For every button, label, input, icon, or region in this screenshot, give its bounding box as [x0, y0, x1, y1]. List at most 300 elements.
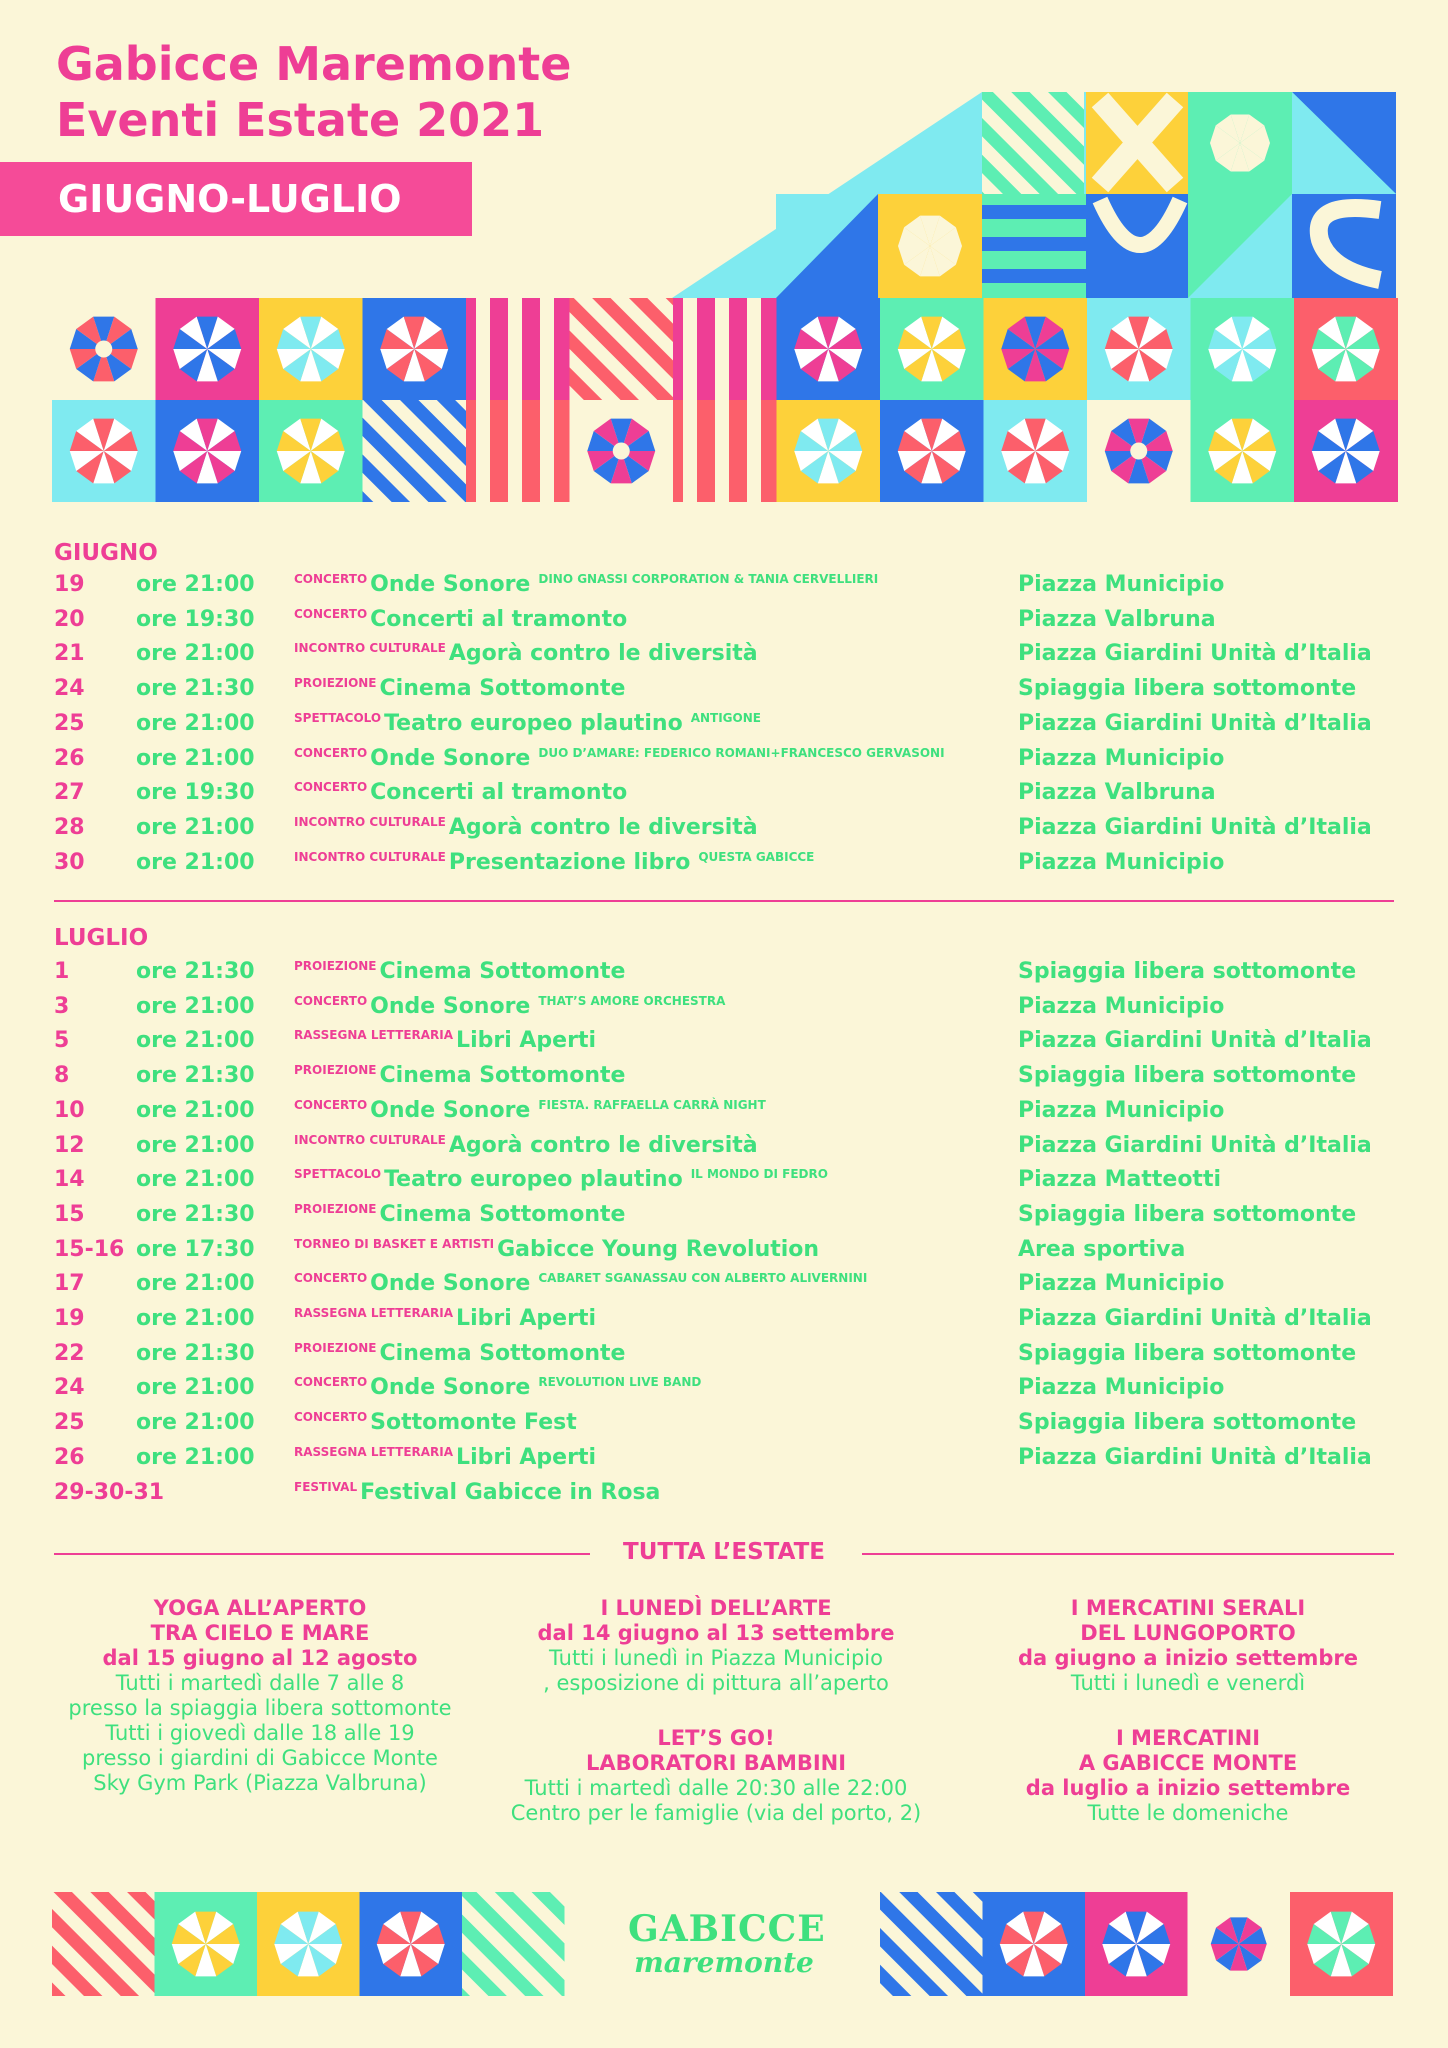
event-time: ore 21:00	[136, 1444, 255, 1470]
event-category: PROIEZIONE	[294, 1063, 377, 1078]
event-row	[54, 1406, 1394, 1440]
block-dates: dal 14 giugno al 13 settembre	[537, 1621, 895, 1645]
striped-tile	[363, 400, 467, 502]
umbrella-segment	[1346, 317, 1374, 349]
bar-stripe	[683, 400, 697, 502]
event-day: 20	[54, 606, 85, 632]
umbrella-segment	[383, 1912, 411, 1944]
event-place: Piazza Municipio	[1018, 993, 1225, 1019]
event-category: CONCERTO	[294, 572, 368, 586]
umbrella-segment	[70, 329, 104, 349]
event-time: ore 21:30	[136, 676, 255, 702]
umbrella-segment	[1346, 329, 1380, 349]
umbrella-segment	[404, 317, 425, 349]
umbrella-segment	[1314, 1944, 1342, 1976]
event-subtitle: CABARET SGANASSAU CON ALBERTO ALIVERNINI	[538, 1271, 868, 1286]
event-title-group	[294, 780, 635, 805]
geo-tile	[1188, 194, 1292, 298]
umbrella-segment	[1035, 431, 1069, 451]
umbrella-segment	[818, 451, 839, 483]
umbrella-segment	[1216, 114, 1240, 143]
umbrella-segment	[1105, 431, 1139, 451]
striped-tile	[52, 1892, 155, 1996]
event-place: Piazza Giardini Unità d’Italia	[1018, 1306, 1372, 1331]
umbrella-segment	[930, 227, 962, 246]
event-time: ore 21:00	[136, 1167, 255, 1193]
event-category: PROIEZIONE	[294, 959, 377, 973]
umbrella-segment	[281, 1912, 309, 1944]
event-time: ore 21:30	[136, 1201, 255, 1227]
umbrella-segment	[197, 317, 218, 349]
pattern-tile	[156, 400, 260, 502]
umbrella-segment	[1232, 317, 1253, 349]
pattern-tile	[1191, 400, 1295, 502]
yoga-block	[40, 1596, 480, 1796]
event-time: ore 21:00	[136, 849, 255, 875]
umbrella-segment	[611, 419, 632, 451]
umbrella-segment	[1023, 1912, 1044, 1944]
umbrella-segment	[932, 329, 966, 349]
block-heading: A GABICCE MONTE	[1078, 1751, 1298, 1775]
block-heading: I LUNEDÌ DELL’ARTE	[600, 1596, 832, 1620]
umbrella-segment	[1008, 451, 1036, 483]
umbrella-segment	[1216, 1944, 1239, 1971]
umbrella-segment	[920, 246, 940, 276]
event-title-group	[294, 1341, 633, 1366]
umbrella-segment	[1128, 419, 1149, 451]
event-time: ore 21:00	[136, 1271, 255, 1297]
event-category: CONCERTO	[294, 745, 368, 760]
event-category: FESTIVAL	[294, 1479, 358, 1494]
event-title: Cinema Sottomonte	[379, 959, 626, 984]
pattern-tile	[1191, 298, 1295, 400]
umbrella-segment	[104, 451, 132, 483]
pattern-tile	[1294, 298, 1398, 400]
umbrella-segment	[308, 1944, 336, 1976]
umbrella-segment	[1346, 451, 1374, 483]
event-place: Piazza Municipio	[1018, 745, 1225, 771]
block-line: Tutti i martedì dalle 7 alle 8	[115, 1671, 405, 1695]
bambini-block	[496, 1726, 936, 1826]
umbrella-segment	[898, 246, 930, 265]
umbrella-segment	[281, 1944, 309, 1976]
umbrella-segment	[311, 451, 345, 471]
event-place: Piazza Municipio	[1018, 1271, 1225, 1297]
umbrella-segment	[76, 419, 104, 451]
umbrella-segment	[308, 1912, 336, 1944]
umbrella-segment	[1008, 317, 1036, 349]
umbrella-segment	[173, 431, 207, 451]
umbrella-segment	[1105, 451, 1139, 471]
umbrella-segment	[308, 1924, 342, 1944]
event-title: Agorà contro le diversità	[448, 641, 758, 667]
umbrella-segment	[400, 1944, 421, 1976]
block-heading: TRA CIELO E MARE	[150, 1621, 370, 1645]
pattern-tile	[1294, 400, 1398, 502]
umbrella-segment	[898, 329, 932, 349]
umbrella-segment	[70, 349, 104, 369]
event-category: PROIEZIONE	[294, 676, 377, 691]
umbrella-segment	[1240, 143, 1270, 161]
event-title: Concerti al tramonto	[370, 780, 628, 806]
umbrella-segment	[311, 419, 339, 451]
umbrella-segment	[1139, 349, 1173, 369]
umbrella-segment	[173, 451, 207, 471]
umbrella-segment	[904, 317, 932, 349]
event-time: ore 21:00	[136, 1132, 255, 1158]
umbrella-segment	[1312, 451, 1346, 471]
event-row	[54, 955, 1394, 989]
event-title: Teatro europeo plautino	[384, 1167, 683, 1193]
event-time: ore 21:00	[136, 1028, 255, 1054]
umbrella-segment	[1035, 329, 1069, 349]
event-day: 28	[54, 814, 85, 840]
event-title-group	[294, 711, 761, 736]
month-heading-giugno: GIUGNO	[54, 540, 158, 566]
umbrella-segment	[1331, 1944, 1352, 1976]
umbrella-segment	[1335, 451, 1356, 483]
umbrella-segment	[1109, 1912, 1137, 1944]
umbrella-segment	[801, 349, 829, 381]
umbrella-segment	[1312, 349, 1346, 369]
umbrella-segment	[1242, 419, 1270, 451]
umbrella-segment	[1307, 1944, 1341, 1964]
umbrella-segment	[311, 451, 339, 483]
event-category: CONCERTO	[294, 606, 368, 621]
umbrella-segment	[104, 419, 132, 451]
pattern-tile	[880, 400, 984, 502]
umbrella-segment	[828, 431, 862, 451]
umbrella-segment	[274, 1924, 308, 1944]
event-day: 15-16	[54, 1236, 125, 1262]
umbrella-segment	[1008, 419, 1036, 451]
event-title-group	[294, 1063, 633, 1088]
block-line: presso la spiaggia libera sottomonte	[68, 1696, 452, 1720]
umbrella-segment	[1346, 349, 1374, 381]
umbrella-segment	[172, 1924, 206, 1944]
umbrella-segment	[801, 419, 829, 451]
umbrella-segment	[1242, 451, 1276, 471]
event-row	[54, 990, 1394, 1024]
event-category: INCONTRO CULTURALE	[294, 641, 446, 656]
umbrella-segment	[587, 451, 621, 471]
umbrella-segment	[1126, 1944, 1147, 1976]
event-time: ore 21:00	[136, 1306, 255, 1331]
umbrella-segment	[311, 431, 345, 451]
event-category: INCONTRO CULTURALE	[294, 814, 446, 829]
umbrella-segment	[898, 431, 932, 451]
umbrella-segment	[904, 419, 932, 451]
umbrella-segment	[1035, 451, 1069, 471]
umbrella-segment	[411, 1944, 439, 1976]
umbrella-segment	[207, 431, 241, 451]
event-row	[54, 1441, 1394, 1475]
event-row	[54, 1198, 1394, 1232]
umbrella-segment	[1239, 1944, 1267, 1960]
event-subtitle: QUESTA GABICCE	[698, 849, 815, 864]
event-row	[54, 1059, 1394, 1093]
umbrella-segment	[283, 317, 311, 349]
umbrella-segment	[587, 431, 621, 451]
event-place: Spiaggia libera sottomonte	[1018, 1063, 1357, 1089]
event-title-group	[294, 641, 766, 666]
umbrella-segment	[197, 349, 218, 381]
event-time: ore 21:00	[136, 1410, 255, 1436]
event-day: 19	[54, 1306, 85, 1331]
umbrella-segment	[1139, 451, 1167, 483]
event-category: CONCERTO	[294, 1375, 368, 1390]
event-day: 17	[54, 1271, 85, 1297]
umbrella-segment	[283, 451, 311, 483]
event-category: CONCERTO	[294, 993, 368, 1008]
umbrella-segment	[898, 349, 932, 369]
event-day: 1	[54, 959, 70, 984]
umbrella-segment	[1312, 329, 1346, 349]
umbrella-segment	[197, 451, 218, 483]
umbrella-segment	[387, 349, 415, 381]
umbrella-segment	[1230, 1944, 1247, 1971]
event-time: ore 21:00	[136, 1097, 255, 1123]
event-place: Piazza Matteotti	[1018, 1167, 1222, 1193]
umbrella-segment	[828, 349, 856, 381]
event-title-group	[294, 1410, 585, 1435]
arte-block	[496, 1596, 936, 1696]
umbrella-segment	[828, 419, 856, 451]
event-time: ore 21:00	[136, 993, 255, 1019]
geo-triangle	[776, 194, 878, 298]
umbrella-segment	[1318, 419, 1346, 451]
event-title-group	[294, 1202, 633, 1227]
event-day: 10	[54, 1097, 85, 1123]
umbrella-segment	[1136, 1944, 1164, 1976]
title-line-1: Gabicce Maremonte	[56, 37, 572, 91]
event-day: 8	[54, 1063, 70, 1089]
umbrella-segment	[1210, 143, 1240, 161]
geo-triangle	[1292, 92, 1396, 194]
umbrella-segment	[828, 451, 862, 471]
umbrella-segment	[104, 317, 132, 349]
umbrella-segment	[206, 1944, 234, 1976]
event-row	[54, 1094, 1394, 1128]
umbrella-segment	[1035, 451, 1063, 483]
event-time: ore 21:00	[136, 814, 255, 840]
umbrella-segment	[1111, 451, 1139, 483]
umbrella-segment	[1211, 1944, 1239, 1960]
block-heading: YOGA ALL’APERTO	[153, 1596, 367, 1620]
umbrella-segment	[1139, 317, 1167, 349]
umbrella-segment	[1111, 419, 1139, 451]
umbrella-segment	[1318, 349, 1346, 381]
event-day: 22	[54, 1340, 85, 1366]
umbrella-segment	[621, 431, 655, 451]
event-title-group	[294, 1375, 701, 1400]
umbrella-segment	[1307, 1924, 1341, 1944]
event-title: Presentazione libro	[448, 849, 691, 875]
umbrella-segment	[1216, 1917, 1239, 1944]
event-day: 29-30-31	[54, 1479, 165, 1505]
umbrella-segment	[283, 349, 311, 381]
umbrella-segment	[311, 317, 339, 349]
umbrella-segment	[1242, 349, 1270, 381]
block-dates: da luglio a inizio settembre	[1025, 1776, 1351, 1800]
umbrella-segment	[1105, 329, 1139, 349]
umbrella-segment	[1139, 349, 1167, 381]
block-heading: I MERCATINI SERALI	[1070, 1596, 1306, 1620]
umbrella-segment	[1128, 451, 1149, 483]
umbrella-segment	[932, 317, 960, 349]
footer-tile	[1085, 1892, 1188, 1996]
umbrella-segment	[300, 451, 321, 483]
pattern-tile	[466, 298, 570, 400]
umbrella-segment	[206, 1924, 240, 1944]
pattern-tile	[259, 298, 363, 400]
umbrella-segment	[277, 329, 311, 349]
umbrella-segment	[1341, 1912, 1369, 1944]
umbrella-segment	[207, 317, 235, 349]
event-place: Spiaggia libera sottomonte	[1018, 1201, 1357, 1227]
umbrella-segment	[1139, 329, 1173, 349]
umbrella-segment	[1001, 349, 1035, 369]
umbrella-segment	[1208, 349, 1242, 369]
umbrella-segment	[1139, 419, 1167, 451]
event-row	[54, 1371, 1394, 1405]
umbrella-segment	[311, 349, 339, 381]
umbrella-hub	[613, 443, 630, 460]
umbrella-segment	[206, 1944, 240, 1964]
pattern-tile	[363, 298, 467, 400]
event-title-group	[294, 1028, 604, 1053]
umbrella-segment	[207, 451, 241, 471]
umbrella-segment	[173, 349, 207, 369]
pattern-tile	[880, 298, 984, 400]
umbrella-segment	[93, 317, 114, 349]
event-time: ore 17:30	[136, 1236, 255, 1262]
pattern-tile	[673, 400, 777, 502]
umbrella-segment	[1312, 431, 1346, 451]
pattern-tile	[1087, 298, 1191, 400]
event-category: TORNEO DI BASKET E ARTISTI	[294, 1236, 495, 1251]
event-time: ore 21:00	[136, 745, 255, 771]
footer-tile	[1290, 1892, 1393, 1996]
block-line: Sky Gym Park (Piazza Valbruna)	[93, 1771, 427, 1795]
event-place: Piazza Municipio	[1018, 572, 1225, 597]
umbrella-segment	[206, 1912, 234, 1944]
event-row	[54, 742, 1394, 776]
event-day: 3	[54, 993, 70, 1019]
umbrella-segment	[1102, 1924, 1136, 1944]
pattern-tile	[466, 400, 570, 502]
event-title-group	[294, 815, 766, 840]
umbrella-segment	[1215, 317, 1243, 349]
umbrella-segment	[172, 1944, 206, 1964]
event-category: PROIEZIONE	[294, 1340, 377, 1355]
umbrella-segment	[794, 451, 828, 471]
event-subtitle: FIESTA. RAFFAELLA CARRÀ NIGHT	[538, 1097, 766, 1112]
page-title	[56, 36, 571, 148]
umbrella-hub	[95, 341, 112, 358]
period-banner: GIUGNO-LUGLIO	[0, 162, 472, 236]
event-title: Onde Sonore	[370, 1097, 531, 1123]
event-category: CONCERTO	[294, 780, 368, 795]
event-place: Piazza Municipio	[1018, 1375, 1225, 1401]
umbrella-segment	[794, 349, 828, 369]
umbrella-segment	[300, 349, 321, 381]
umbrella-segment	[387, 317, 415, 349]
umbrella-segment	[794, 329, 828, 349]
event-place: Area sportiva	[1018, 1236, 1186, 1262]
umbrella-segment	[904, 451, 932, 483]
umbrella-segment	[898, 227, 930, 246]
umbrella-segment	[1139, 431, 1173, 451]
umbrella-segment	[277, 349, 311, 369]
umbrella-segment	[1111, 349, 1139, 381]
event-title-group	[294, 746, 945, 771]
umbrella-segment	[311, 349, 345, 369]
summer-heading: TUTTA L’ESTATE	[623, 1539, 825, 1565]
event-day: 12	[54, 1132, 85, 1158]
umbrella-segment	[801, 317, 829, 349]
block-heading: LET’S GO!	[657, 1726, 775, 1750]
geo-bar	[982, 205, 1086, 219]
umbrella-segment	[1239, 1944, 1262, 1971]
event-time: ore 21:00	[136, 710, 255, 736]
umbrella-segment	[76, 317, 104, 349]
umbrella-segment	[1109, 1944, 1137, 1976]
umbrella-segment	[1346, 431, 1380, 451]
umbrella-segment	[621, 451, 655, 471]
umbrella-segment	[104, 451, 138, 471]
pattern-tile	[777, 298, 881, 400]
pattern-tile	[52, 298, 156, 400]
umbrella-segment	[1111, 317, 1139, 349]
event-title: Teatro europeo plautino	[384, 710, 683, 736]
umbrella-segment	[178, 1912, 206, 1944]
umbrella-segment	[414, 317, 442, 349]
event-title-group	[294, 959, 633, 984]
umbrella-segment	[180, 419, 208, 451]
event-subtitle: DINO GNASSI CORPORATION & TANIA CERVELLIERI	[538, 572, 879, 586]
umbrella-segment	[1240, 114, 1264, 143]
footer-tile	[257, 1892, 360, 1996]
umbrella-segment	[70, 451, 104, 471]
bar-stripe	[508, 400, 522, 502]
footer-tile	[360, 1892, 463, 1996]
geo-triangle	[1188, 194, 1292, 298]
event-title: Cinema Sottomonte	[379, 1063, 626, 1089]
logo-gabicce: GABICCE	[628, 1908, 826, 1950]
event-category: RASSEGNA LETTERARIA	[294, 1306, 454, 1320]
event-place: Piazza Giardini Unità d’Italia	[1018, 641, 1372, 667]
event-day: 21	[54, 641, 85, 667]
umbrella-segment	[277, 451, 311, 471]
footer-tile	[155, 1892, 258, 1996]
umbrella-segment	[1008, 349, 1036, 381]
umbrella-segment	[1341, 1944, 1369, 1976]
event-title: Onde Sonore	[370, 745, 531, 771]
umbrella-segment	[311, 329, 345, 349]
geo-background	[672, 92, 1396, 298]
umbrella-segment	[1335, 349, 1356, 381]
block-line: Tutti i lunedì e venerdì	[1070, 1671, 1306, 1695]
umbrella-segment	[1208, 451, 1242, 471]
block-line: Tutti i martedì dalle 20:30 alle 22:00	[524, 1776, 908, 1800]
pattern-tile	[1087, 400, 1191, 502]
event-day: 5	[54, 1028, 70, 1054]
umbrella-segment	[1025, 317, 1046, 349]
block-line: Tutti i lunedì in Piazza Municipio	[549, 1646, 883, 1670]
event-title-group	[294, 572, 878, 597]
umbrella-segment	[1216, 143, 1240, 172]
